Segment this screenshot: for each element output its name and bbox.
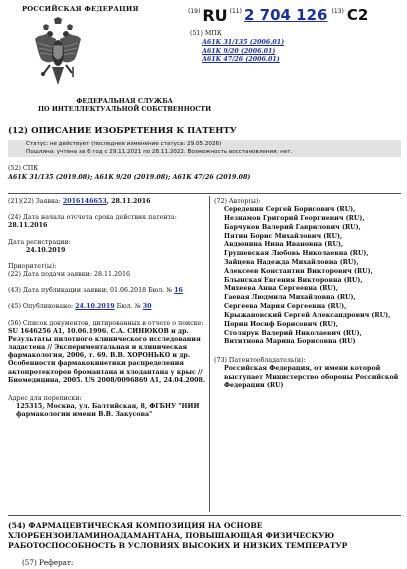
author-item: Середенин Сергей Борисович (RU),: [224, 206, 356, 214]
cited-docs-label: (56) Список документов, цитированных в отчете о поиске:: [8, 319, 204, 327]
term-start-label: (24) Дата начала отсчета срока действия патента:: [8, 214, 177, 222]
agency-name: [38, 97, 211, 113]
author-item: Алексеев Константин Викторович (RU),: [224, 267, 373, 275]
author-item: Михеева Анна Сергеевна (RU),: [224, 285, 339, 293]
abstract-label: (57) Реферат:: [22, 558, 74, 567]
author-item: Крыжановский Сергей Александрович (RU),: [224, 311, 391, 319]
application-number-link[interactable]: 2016146653: [62, 198, 107, 205]
mpk-code-link[interactable]: A61K 9/20 (2006.01): [202, 47, 276, 55]
mpk-codes: [202, 39, 403, 65]
agency-line-2: ПО ИНТЕЛЛЕКТУАЛЬНОЙ СОБСТВЕННОСТИ: [38, 105, 212, 113]
cited-docs-item: [8, 320, 208, 385]
mpk-label: (51) МПК: [190, 30, 222, 37]
pub-app-bulletin-link[interactable]: 16: [174, 287, 183, 295]
term-start-value: 28.11.2016: [8, 222, 48, 230]
status-box: [8, 140, 401, 157]
owner-label: (73) Патентообладатель(и):: [214, 357, 306, 365]
author-item: Блынская Евгения Викторовна (RU),: [224, 276, 363, 284]
patent-id-block: [188, 8, 403, 65]
address-text: 125315, Москва, ул. Балтийская, 8, ФГБНУ "НИИ фармакологии имени В.В. Закусова": [16, 403, 200, 419]
bibliographic-right: [214, 198, 404, 390]
author-item: Зайцева Надежда Михайловна (RU),: [224, 259, 359, 267]
published-item: [8, 303, 208, 311]
author-item: Сергеева Мария Сергеевна (RU),: [224, 303, 347, 311]
author-item: Вититнова Марина Борисовна (RU): [224, 338, 356, 346]
mpk-code-link[interactable]: A61K 31/135 (2006.01): [202, 39, 285, 47]
application-date: , 28.11.2016: [106, 198, 151, 205]
code-11: (11): [229, 8, 242, 15]
author-item: Цорин Иосиф Борисович (RU),: [224, 320, 339, 328]
registration-value: 24.10.2019: [26, 246, 66, 254]
authors-label: (72) Автор(ы):: [214, 198, 261, 205]
status-line: Статус: не действует (последнее изменение статуса: 29.05.2026): [26, 141, 222, 147]
patent-number-row: [188, 8, 403, 24]
published-date-link[interactable]: 24.10.2019: [75, 303, 115, 311]
code-19: (19): [188, 8, 201, 15]
application-item: [8, 198, 208, 206]
cited-docs-text: SU 1646256 A1, 10.06.1996. С.А. СИНЮКОВ и др. Результаты пилотного клинического исследования ладастена // Экспериментальная и клиническая фармакология, 2006, т. 69. В.В. ХОРОНЬКО и др. Особенности фармакокинетики распределения актопротекторов бромантана и хлодантана у крыс // Биомедицина, 2005. US 2008/0096869 A1, 24.04.2008.: [8, 327, 206, 384]
mpk-block: [190, 30, 403, 65]
invention-title: (54) ФАРМАЦЕВТИЧЕСКАЯ КОМПОЗИЦИЯ НА ОСНОВЕ ХЛОРБЕНЗОИЛАМИНОАДАМАНТАНА, ПОВЫШАЮЩАЯ ФИЗИЧЕСКУЮ РАБОТОСПОСОБНОСТЬ В УСЛОВИЯХ ВЫСОКИХ И НИЗКИХ ТЕМПЕРАТУР: [8, 521, 348, 550]
published-bulletin-link[interactable]: 30: [142, 303, 152, 311]
description-title: (12) ОПИСАНИЕ ИЗОБРЕТЕНИЯ К ПАТЕНТУ: [8, 126, 237, 136]
registration-item: [8, 239, 208, 255]
application-label: (21)(22) Заявка:: [8, 198, 61, 205]
author-item: Незнамов Григорий Георгиевич (RU),: [224, 214, 365, 222]
country-name: РОССИЙСКАЯ ФЕДЕРАЦИЯ: [22, 5, 139, 13]
priority-item: [8, 263, 208, 279]
spk-label: (52) СПК: [8, 165, 39, 172]
fee-line: Пошлина: учтена за 6 год с 29.11.2021 по 28.11.2022. Возможность восстановления: нет.: [26, 148, 293, 155]
pub-app-label: (43) Дата публикации заявки: 01.06.2018 Бюл. №: [8, 287, 173, 295]
divider: [8, 515, 401, 516]
author-item: Пятин Борис Михайлович (RU),: [224, 232, 343, 240]
author-item: Столярук Валерий Николаевич (RU),: [224, 329, 362, 337]
owner-text: Российская Федерация, от имени которой выступает Министерство обороны Российской Федерации (RU): [224, 365, 399, 389]
address-label: Адрес для переписки:: [8, 394, 82, 402]
kind-code: C2: [346, 6, 369, 24]
author-item: Авдюнина Нина Ивановна (RU),: [224, 241, 344, 249]
coat-of-arms-icon: [34, 17, 82, 89]
author-item: Гаевая Людмила Михайловна (RU),: [224, 294, 356, 302]
authors-list: [224, 206, 404, 347]
author-item: Барчуков Валерий Гаврилович (RU),: [224, 223, 361, 231]
agency-line-1: ФЕДЕРАЛЬНАЯ СЛУЖБА: [76, 97, 173, 105]
priority-value: (22) Дата подачи заявки: 28.11.2016: [8, 271, 131, 279]
pub-app-item: [8, 287, 208, 295]
priority-label: Приоритет(ы):: [8, 262, 57, 270]
term-start-item: [8, 214, 208, 230]
published-label: (45) Опубликовано:: [8, 303, 74, 311]
mpk-code-link[interactable]: A61K 47/26 (2006.01): [202, 56, 280, 64]
address-item: [8, 395, 208, 420]
author-item: Грушевская Любовь Николаевна (RU),: [224, 250, 369, 258]
country-code: RU: [202, 6, 228, 25]
registration-label: Дата регистрации:: [8, 238, 71, 246]
published-bulletin-label: Бюл. №: [116, 303, 141, 311]
owner-block: [214, 357, 404, 390]
bibliographic-left: [8, 198, 208, 427]
code-13: (13): [331, 8, 344, 15]
patent-number-link[interactable]: 2 704 126: [243, 6, 328, 24]
divider: [8, 193, 401, 194]
spk-codes: A61K 31/135 (2019.08); A61K 9/20 (2019.08); A61K 47/26 (2019.08): [8, 174, 251, 182]
column-divider: [209, 196, 210, 512]
spk-block: [8, 165, 403, 182]
